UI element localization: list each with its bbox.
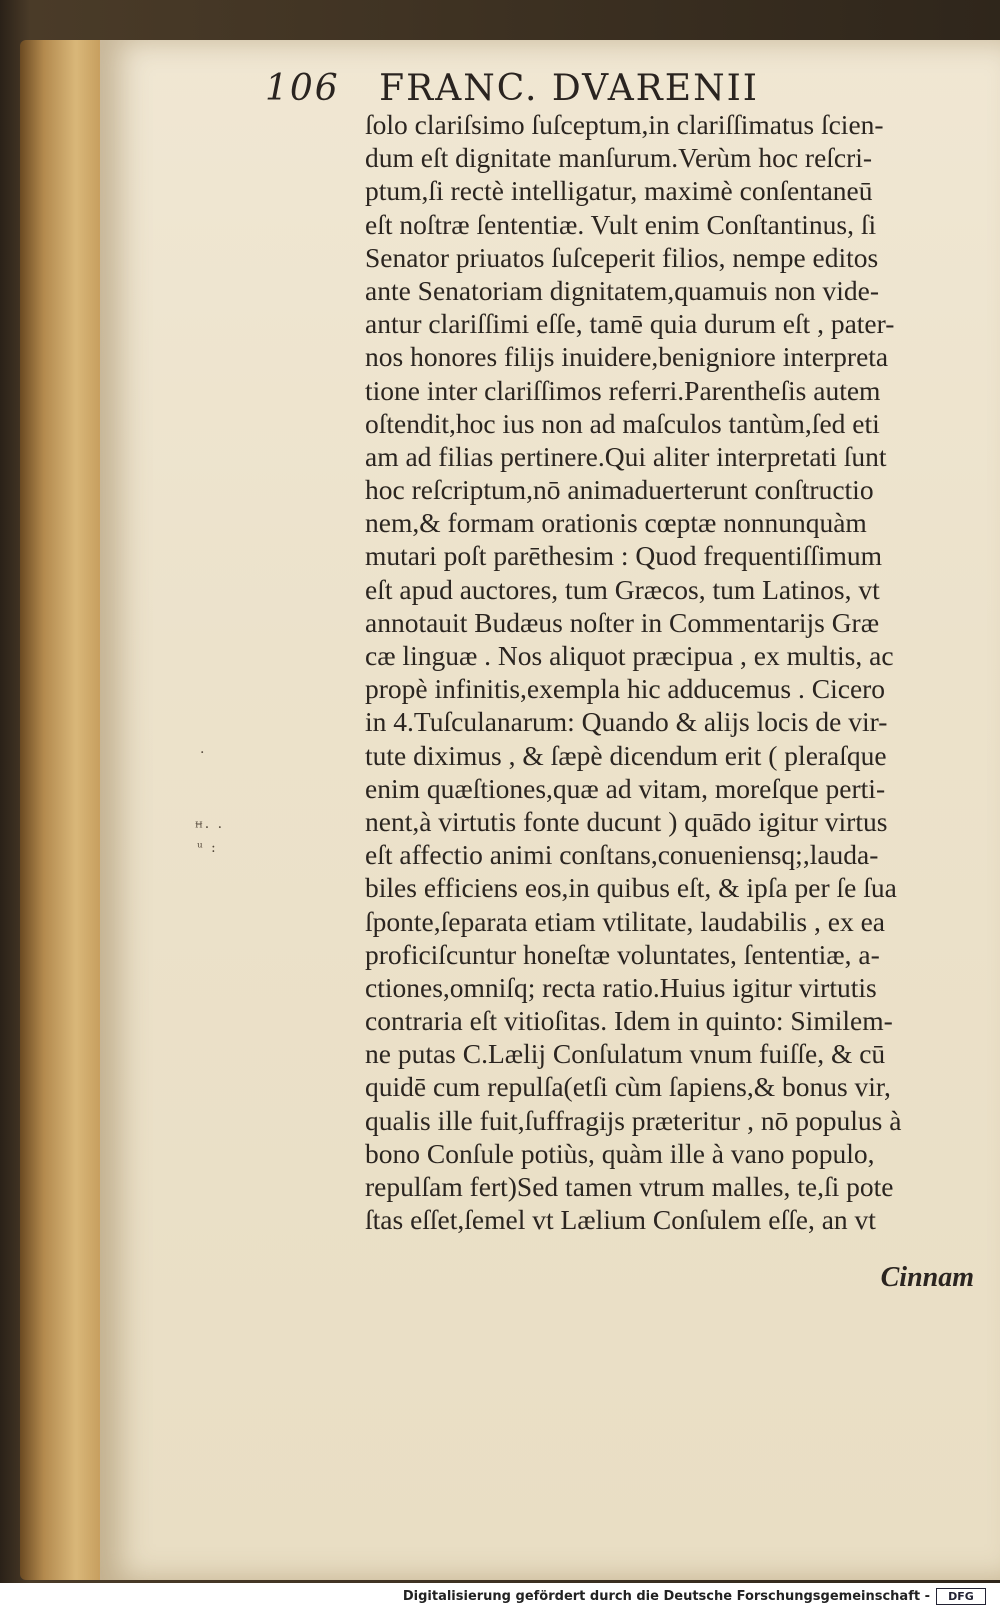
text-line: tione inter clariſſimos referri.Parentheſis autem	[365, 374, 881, 406]
text-line: nem,& formam orationis cœptæ nonnunquàm	[365, 507, 867, 539]
text-line: tute diximus , & ſæpè dicendum erit ( pleraſque	[365, 739, 887, 771]
dfg-logo: DFG	[936, 1588, 986, 1605]
text-line: nos honores filijs inuidere,benigniore interpreta	[365, 341, 889, 373]
text-line: proficiſcuntur honeſtæ voluntates, ſententiæ, a-	[365, 938, 880, 970]
margin-mark: ᵘ :	[197, 840, 218, 856]
page-edge	[20, 40, 100, 1580]
text-line: Senator priuatos ſuſceperit filios, nempe editos	[365, 241, 879, 273]
text-line: annotauit Budæus noſter in Commentarijs Græ	[365, 606, 880, 638]
text-line: eſt apud auctores, tum Græcos, tum Latinos, vt	[365, 573, 880, 605]
margin-mark: ·	[200, 745, 207, 761]
text-line: repulſam fert)Sed tamen vtrum malles, te,ſi pote	[365, 1171, 894, 1202]
text-line: propè infinitis,exempla hic adducemus . Cicero	[365, 673, 886, 705]
text-line: nent,à virtutis fonte ducunt ) quādo igitur virtus	[365, 805, 888, 837]
page-number: 106	[265, 68, 340, 109]
running-header	[265, 68, 759, 109]
text-line: contraria eſt vitioſitas. Idem in quinto: Similem-	[365, 1005, 893, 1037]
text-line: eſt affectio animi conſtans,conueniensq;,lauda-	[365, 839, 879, 871]
text-line: am ad filias pertinere.Qui aliter interpretati ſunt	[365, 440, 887, 472]
text-line: cæ linguæ . Nos aliquot præcipua , ex multis, ac	[365, 640, 894, 671]
text-line: ſponte,ſeparata etiam vtilitate, laudabilis , ex ea	[365, 905, 886, 937]
text-line: ante Senatoriam dignitatem,quamuis non vide-	[365, 274, 879, 306]
text-line: ne putas C.Lælij Conſulatum vnum fuiſſe, & cū	[365, 1038, 886, 1070]
text-line: enim quæſtiones,quæ ad vitam, moreſque perti-	[365, 772, 886, 804]
text-line: mutari poſt parēthesim : Quod frequentiſſimum	[365, 540, 883, 572]
text-line: bono Conſule potiùs, quàm ille à vano populo,	[365, 1137, 875, 1169]
text-line: oſtendit,hoc ius non ad maſculos tantùm,ſed eti	[365, 407, 880, 439]
footer-bar	[0, 1583, 1000, 1611]
text-line: ptum,ſi rectè intelligatur, maximè conſentaneū	[365, 175, 873, 207]
text-line: ſtas eſſet,ſemel vt Lælium Conſulem eſſe, an vt	[365, 1204, 876, 1236]
text-line: quidē cum repulſa(etſi cùm ſapiens,& bonus vir,	[365, 1071, 891, 1103]
margin-mark: ꟸ· ·	[195, 820, 225, 836]
text-line: hoc reſcriptum,nō animaduerterunt conſtructio	[365, 474, 874, 506]
text-line: dum eſt dignitate manſurum.Verùm hoc reſcri-	[365, 142, 873, 174]
text-line: qualis ille fuit,ſuffragijs præteritur , nō populus à	[365, 1104, 902, 1136]
running-title: FRANC. DVARENII	[379, 68, 760, 109]
catchword: Cinnam	[880, 1262, 974, 1293]
text-line: ſolo clariſsimo ſuſceptum,in clariſſimatus ſcien-	[365, 109, 884, 140]
footer-credit: Digitalisierung gefördert durch die Deutsche Forschungsgemeinschaft -	[402, 1589, 930, 1604]
text-line: antur clariſſimi eſſe, tamē quia durum eſt , pater-	[365, 308, 895, 340]
body-text	[365, 108, 980, 1236]
text-line: eſt noſtræ ſententiæ. Vult enim Conſtantinus, ſi	[365, 208, 877, 240]
text-line: in 4.Tuſculanarum: Quando & alijs locis de vir-	[365, 706, 888, 738]
text-line: ctiones,omniſq; recta ratio.Huius igitur virtutis	[365, 971, 877, 1003]
text-line: biles efficiens eos,in quibus eſt, & ipſa per ſe ſua	[365, 872, 897, 904]
